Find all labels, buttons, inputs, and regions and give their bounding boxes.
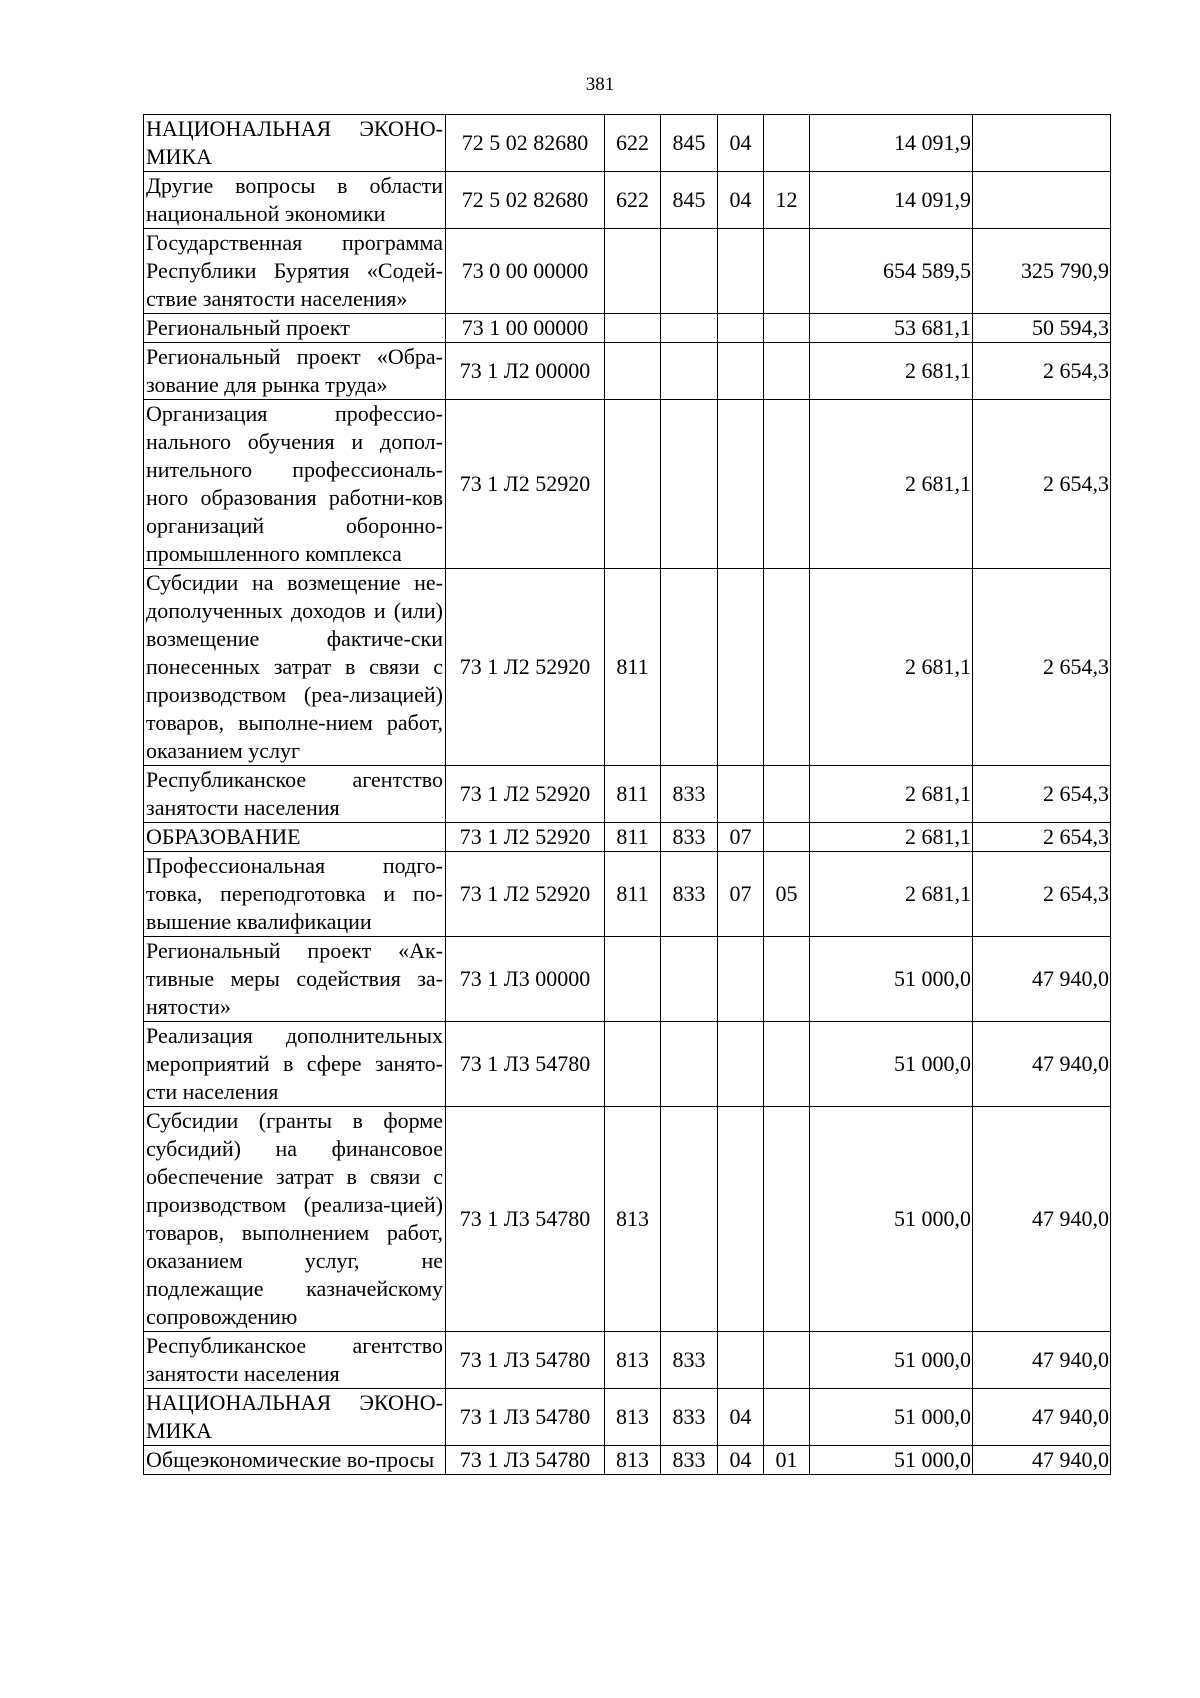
row-target-article-code: 73 1 Л3 54780: [446, 1107, 605, 1332]
row-subsection-code: [764, 569, 810, 766]
row-section-code: [718, 1332, 764, 1389]
budget-table: [143, 114, 1111, 1475]
row-subsection-code: [764, 766, 810, 823]
row-section-code: [718, 314, 764, 343]
row-expense-type-code: 811: [605, 569, 661, 766]
table-row: [144, 314, 1111, 343]
table-row: [144, 343, 1111, 400]
budget-table-body: [144, 115, 1111, 1475]
table-row: [144, 569, 1111, 766]
row-section-code: 04: [718, 1446, 764, 1475]
row-expense-type-code: 622: [605, 115, 661, 172]
row-administrator-code: [661, 400, 718, 569]
table-row: [144, 1389, 1111, 1446]
row-expense-type-code: 813: [605, 1107, 661, 1332]
row-section-code: [718, 1107, 764, 1332]
row-expense-type-code: 622: [605, 172, 661, 229]
row-amount-year-1: 2 681,1: [810, 823, 973, 852]
row-target-article-code: 73 1 Л2 52920: [446, 400, 605, 569]
row-amount-year-1: 2 681,1: [810, 400, 973, 569]
row-target-article-code: 73 1 00 00000: [446, 314, 605, 343]
row-administrator-code: [661, 937, 718, 1022]
row-amount-year-2: 2 654,3: [973, 569, 1111, 766]
row-administrator-code: 833: [661, 852, 718, 937]
row-administrator-code: 833: [661, 766, 718, 823]
row-name: Республиканское агентство занятости населения: [144, 766, 446, 823]
row-target-article-code: 73 1 Л3 54780: [446, 1446, 605, 1475]
table-row: [144, 823, 1111, 852]
row-subsection-code: 05: [764, 852, 810, 937]
row-subsection-code: [764, 229, 810, 314]
row-target-article-code: 73 0 00 00000: [446, 229, 605, 314]
row-amount-year-2: [973, 172, 1111, 229]
row-amount-year-1: 2 681,1: [810, 569, 973, 766]
table-row: [144, 1022, 1111, 1107]
row-amount-year-2: 50 594,3: [973, 314, 1111, 343]
row-target-article-code: 73 1 Л2 52920: [446, 823, 605, 852]
row-section-code: 04: [718, 115, 764, 172]
row-section-code: 04: [718, 1389, 764, 1446]
row-name: Реализация дополнительных мероприятий в сфере занято-сти населения: [144, 1022, 446, 1107]
row-name: Общеэкономические во-просы: [144, 1446, 446, 1475]
row-subsection-code: [764, 1022, 810, 1107]
table-row: [144, 852, 1111, 937]
row-target-article-code: 73 1 Л2 00000: [446, 343, 605, 400]
row-expense-type-code: 811: [605, 852, 661, 937]
row-administrator-code: 833: [661, 1446, 718, 1475]
row-amount-year-1: 14 091,9: [810, 115, 973, 172]
row-target-article-code: 73 1 Л2 52920: [446, 569, 605, 766]
row-subsection-code: [764, 115, 810, 172]
row-administrator-code: [661, 569, 718, 766]
row-expense-type-code: [605, 400, 661, 569]
row-amount-year-1: 51 000,0: [810, 1389, 973, 1446]
table-row: [144, 1332, 1111, 1389]
row-expense-type-code: 813: [605, 1389, 661, 1446]
row-administrator-code: [661, 343, 718, 400]
row-amount-year-2: 47 940,0: [973, 1022, 1111, 1107]
table-row: [144, 937, 1111, 1022]
row-amount-year-2: 2 654,3: [973, 823, 1111, 852]
row-expense-type-code: [605, 343, 661, 400]
table-row: [144, 1107, 1111, 1332]
table-row: [144, 1446, 1111, 1475]
row-amount-year-1: 51 000,0: [810, 1107, 973, 1332]
row-name: Субсидии (гранты в форме субсидий) на финансовое обеспечение затрат в связи с производством (реализа-цией) товаров, выполнением работ, оказанием услуг, не подлежащие казначейскому сопровождению: [144, 1107, 446, 1332]
row-expense-type-code: [605, 229, 661, 314]
row-subsection-code: [764, 343, 810, 400]
row-name: Организация профессио-нального обучения и допол-нительного профессиональ-ного образования работни-ков организаций оборонно-промышленного комплекса: [144, 400, 446, 569]
row-target-article-code: 73 1 Л3 54780: [446, 1389, 605, 1446]
row-target-article-code: 73 1 Л3 54780: [446, 1332, 605, 1389]
row-expense-type-code: 813: [605, 1332, 661, 1389]
row-administrator-code: 833: [661, 823, 718, 852]
page-number: 381: [585, 74, 615, 95]
row-section-code: [718, 343, 764, 400]
row-subsection-code: [764, 1332, 810, 1389]
row-target-article-code: 73 1 Л3 00000: [446, 937, 605, 1022]
row-amount-year-2: 2 654,3: [973, 766, 1111, 823]
row-name: НАЦИОНАЛЬНАЯ ЭКОНО-МИКА: [144, 115, 446, 172]
row-amount-year-2: 47 940,0: [973, 1107, 1111, 1332]
row-subsection-code: [764, 400, 810, 569]
row-amount-year-1: 2 681,1: [810, 852, 973, 937]
row-amount-year-1: 654 589,5: [810, 229, 973, 314]
row-administrator-code: [661, 1107, 718, 1332]
row-subsection-code: 12: [764, 172, 810, 229]
row-expense-type-code: [605, 1022, 661, 1107]
row-subsection-code: [764, 1389, 810, 1446]
row-subsection-code: [764, 937, 810, 1022]
row-subsection-code: [764, 1107, 810, 1332]
row-name: Региональный проект «Ак-тивные меры содействия за-нятости»: [144, 937, 446, 1022]
row-target-article-code: 72 5 02 82680: [446, 115, 605, 172]
row-amount-year-1: 51 000,0: [810, 1332, 973, 1389]
row-target-article-code: 73 1 Л3 54780: [446, 1022, 605, 1107]
row-section-code: [718, 766, 764, 823]
row-administrator-code: [661, 1022, 718, 1107]
row-name: Государственная программа Республики Бурятия «Содей-ствие занятости населения»: [144, 229, 446, 314]
row-administrator-code: 845: [661, 172, 718, 229]
row-subsection-code: [764, 314, 810, 343]
row-amount-year-1: 14 091,9: [810, 172, 973, 229]
row-expense-type-code: 811: [605, 766, 661, 823]
row-target-article-code: 73 1 Л2 52920: [446, 766, 605, 823]
row-amount-year-2: 47 940,0: [973, 1446, 1111, 1475]
row-administrator-code: [661, 314, 718, 343]
row-amount-year-2: 47 940,0: [973, 1389, 1111, 1446]
row-name: ОБРАЗОВАНИЕ: [144, 823, 446, 852]
row-subsection-code: [764, 823, 810, 852]
row-amount-year-1: 2 681,1: [810, 766, 973, 823]
row-amount-year-2: 2 654,3: [973, 343, 1111, 400]
row-name: Субсидии на возмещение не-дополученных доходов и (или) возмещение фактиче-ски понесенных затрат в связи с производством (реа-лизацией) товаров, выполне-нием работ, оказанием услуг: [144, 569, 446, 766]
row-section-code: 04: [718, 172, 764, 229]
table-row: [144, 229, 1111, 314]
row-administrator-code: 833: [661, 1389, 718, 1446]
row-target-article-code: 73 1 Л2 52920: [446, 852, 605, 937]
table-row: [144, 115, 1111, 172]
table-row: [144, 400, 1111, 569]
row-amount-year-1: 2 681,1: [810, 343, 973, 400]
table-row: [144, 766, 1111, 823]
row-amount-year-1: 51 000,0: [810, 1022, 973, 1107]
row-expense-type-code: 811: [605, 823, 661, 852]
row-subsection-code: 01: [764, 1446, 810, 1475]
row-name: Региональный проект: [144, 314, 446, 343]
row-amount-year-2: 2 654,3: [973, 852, 1111, 937]
row-amount-year-2: 47 940,0: [973, 937, 1111, 1022]
row-section-code: [718, 1022, 764, 1107]
row-administrator-code: 845: [661, 115, 718, 172]
row-administrator-code: [661, 229, 718, 314]
row-name: НАЦИОНАЛЬНАЯ ЭКОНО-МИКА: [144, 1389, 446, 1446]
row-name: Другие вопросы в области национальной экономики: [144, 172, 446, 229]
row-expense-type-code: [605, 937, 661, 1022]
row-amount-year-1: 51 000,0: [810, 1446, 973, 1475]
row-administrator-code: 833: [661, 1332, 718, 1389]
row-name: Республиканское агентство занятости населения: [144, 1332, 446, 1389]
row-target-article-code: 72 5 02 82680: [446, 172, 605, 229]
row-amount-year-1: 51 000,0: [810, 937, 973, 1022]
row-amount-year-2: [973, 115, 1111, 172]
row-section-code: [718, 937, 764, 1022]
row-section-code: [718, 400, 764, 569]
row-section-code: [718, 229, 764, 314]
row-section-code: 07: [718, 823, 764, 852]
row-expense-type-code: [605, 314, 661, 343]
row-amount-year-2: 325 790,9: [973, 229, 1111, 314]
row-amount-year-1: 53 681,1: [810, 314, 973, 343]
row-section-code: [718, 569, 764, 766]
row-name: Профессиональная подго-товка, переподготовка и по-вышение квалификации: [144, 852, 446, 937]
row-expense-type-code: 813: [605, 1446, 661, 1475]
row-section-code: 07: [718, 852, 764, 937]
row-amount-year-2: 47 940,0: [973, 1332, 1111, 1389]
row-amount-year-2: 2 654,3: [973, 400, 1111, 569]
table-row: [144, 172, 1111, 229]
row-name: Региональный проект «Обра-зование для рынка труда»: [144, 343, 446, 400]
